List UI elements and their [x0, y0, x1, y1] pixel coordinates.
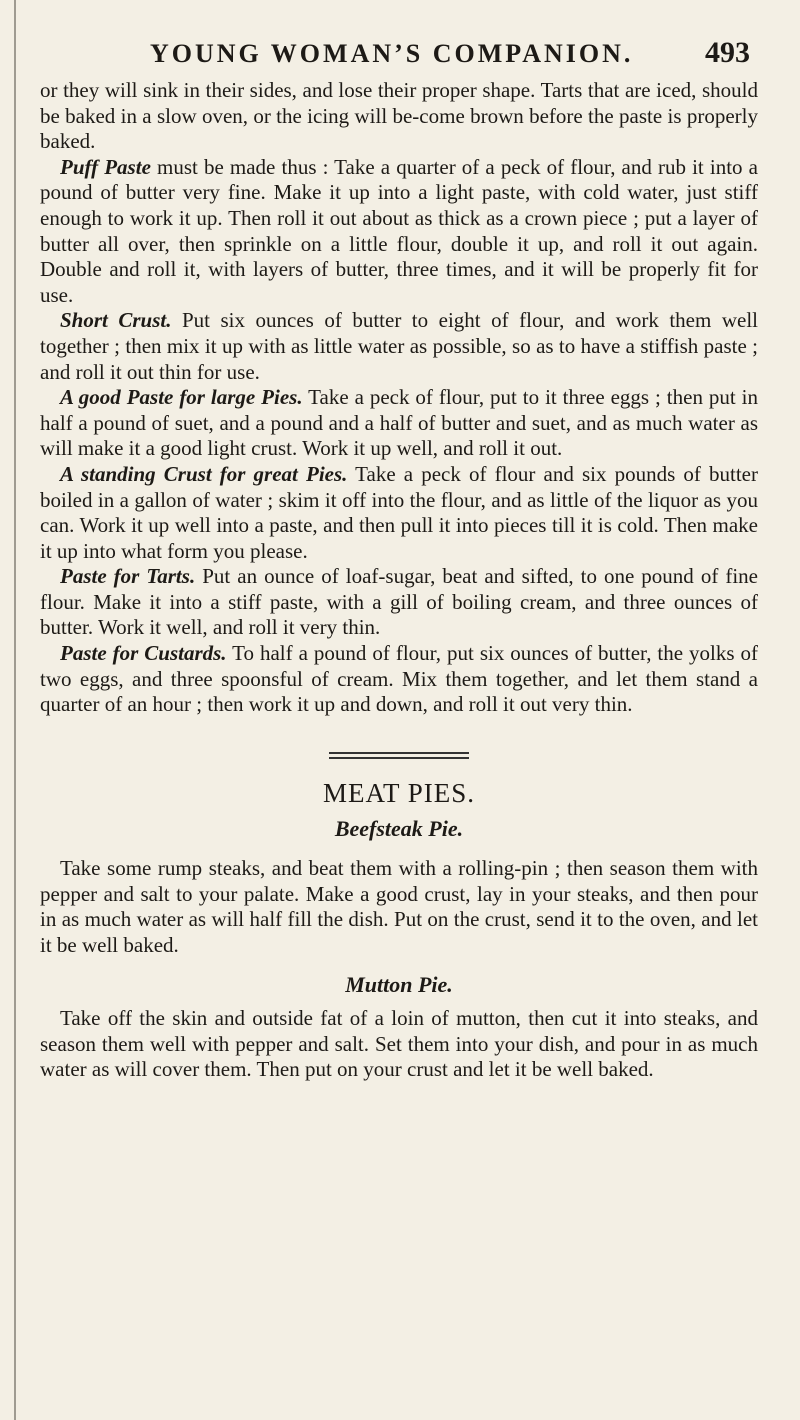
- recipe-mutton-pie: Take off the skin and outside fat of a loin of mutton, then cut it into steaks, and season them well with pepper and salt. Set them into your dish, and pour in as much water as will cover them. Then put on your crust and let it be well baked.: [40, 1006, 758, 1082]
- recipe-text: To half a pound of flour, put six ounces of butter, the yolks of two eggs, and three spoonsful of cream. Mix them together, and let them stand a quarter of an hour ; then work it up and down, and roll it out very thin.: [40, 641, 759, 717]
- divider-rule: [329, 757, 469, 759]
- recipe-text: must be made thus : Take a quarter of a peck of flour, and rub it into a pound of butter very fine. Make it up into a light paste, with cold water, just stiff enough to work it up. Then roll it out about as thick as a crown piece ; put a layer of butter all over, then sprinkle on a little flour, double it up, and roll it out again. Double and roll it, with layers of butter, three times, and it will be properly fit for use.: [40, 154, 758, 307]
- recipe-short-crust: [40, 308, 758, 385]
- recipe-paste-for-custards: [40, 641, 758, 718]
- recipe-lead: Short Crust.: [60, 308, 172, 333]
- running-header: [150, 36, 750, 70]
- recipe-paste-for-tarts: [40, 564, 758, 641]
- recipe-title-beefsteak-pie: Beefsteak Pie.: [334, 816, 464, 842]
- recipe-standing-crust: [40, 462, 758, 564]
- recipe-lead: Paste for Tarts.: [60, 564, 196, 589]
- intro-paragraph: or they will sink in their sides, and lose their proper shape. Tarts that are iced, should be baked in a slow oven, or the icing will be-come brown before the paste is properly baked.: [40, 78, 758, 154]
- recipe-beefsteak-pie: Take some rump steaks, and beat them with a rolling-pin ; then season them with pepper and salt to your palate. Make a good crust, lay in your steaks, and then pour in as much water as will half fill the dish. Put on the crust, send it to the oven, and let it be well baked.: [40, 856, 758, 957]
- recipe-lead: Paste for Custards.: [60, 641, 227, 666]
- recipe-text: Put an ounce of loaf-sugar, beat and sifted, to one pound of fine flour. Make it into a stiff paste, with a gill of boiling cream, and three ounces of butter. Work it well, and roll it very thin.: [40, 564, 758, 640]
- section-divider: [329, 752, 469, 759]
- recipe-large-pies-paste: [40, 385, 758, 462]
- running-title: YOUNG WOMAN’S COMPANION.: [150, 39, 634, 68]
- page-body: [40, 78, 758, 1083]
- section-title: MEAT PIES.: [322, 777, 476, 808]
- recipe-puff-paste: [40, 155, 758, 309]
- recipe-title-mutton-pie: Mutton Pie.: [345, 972, 453, 998]
- page-number: 493: [705, 36, 750, 69]
- page-binding-edge: [14, 0, 16, 1420]
- recipe-lead: A standing Crust for great Pies.: [60, 461, 348, 486]
- recipe-text: Put six ounces of butter to eight of flour, and work them well together ; then mix it up with as little water as possible, so as to have a stiffish paste ; and roll it out thin for use.: [40, 308, 758, 384]
- recipe-text: Take a peck of flour and six pounds of butter boiled in a gallon of water ; skim it off into the flour, and as little of the liquor as you can. Work it up well into a paste, and then pull it into pieces till it is cold. Then make it up into what form you please.: [40, 461, 758, 563]
- recipe-lead: Puff Paste: [60, 154, 151, 179]
- recipe-lead: A good Paste for large Pies.: [60, 385, 303, 410]
- recipe-text: Take a peck of flour, put to it three eggs ; then put in half a pound of suet, and a pound and a half of butter and suet, and as much water as will make it a good light crust. Work it up well, and roll it out.: [40, 385, 758, 461]
- divider-rule: [329, 752, 469, 754]
